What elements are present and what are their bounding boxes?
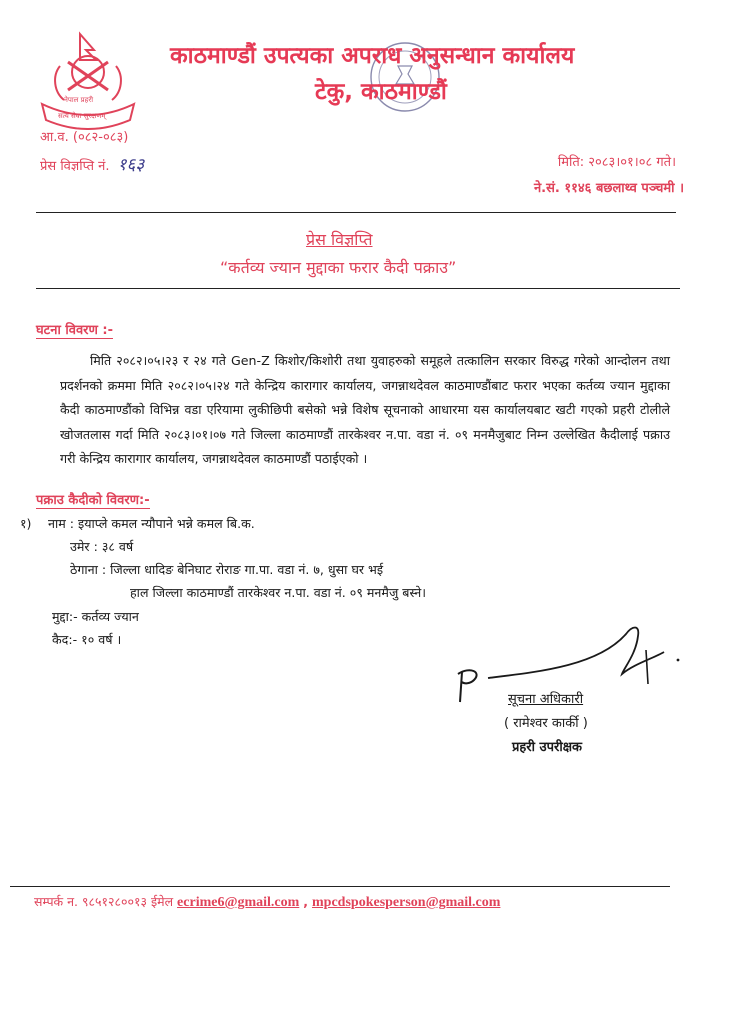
email-link-1[interactable]: ecrime6@gmail.com	[177, 895, 300, 910]
email-link-2[interactable]: mpcdspokesperson@gmail.com	[312, 895, 501, 910]
logo-text: नेपाल प्रहरी	[64, 96, 94, 104]
office-location: टेकु, काठमाण्डौं	[315, 79, 447, 105]
arrested-case: मुद्दा:- कर्तव्य ज्यान	[52, 609, 139, 624]
arrested-address-line2: हाल जिल्ला काठमाण्डौं तारकेश्वर न.पा. वडा नं. ०९ मनमैजु बस्ने।	[130, 585, 427, 600]
contact-prefix: सम्पर्क न. ९८५१२८००१३ ईमेल	[34, 894, 174, 909]
arrested-heading: पक्राउ कैदीको विवरण:-	[36, 490, 150, 509]
arrested-sentence: कैद:- १० वर्ष ।	[52, 632, 122, 647]
arrested-name: नाम : इयाप्ले कमल न्यौपाने भन्ने कमल बि.क.	[48, 516, 255, 531]
incident-heading: घटना विवरण :-	[36, 320, 113, 339]
fiscal-year: आ.व. (०८२-०८३)	[40, 130, 129, 145]
signature-rank: प्रहरी उपरीक्षक	[512, 740, 583, 755]
press-release-no: १६३	[117, 155, 145, 175]
nepal-sambat-date: ने.सं. ११४६ बछलाथ्व पञ्चमी ।	[533, 181, 684, 196]
signature-title: सूचना अधिकारी	[508, 692, 584, 707]
police-logo	[34, 30, 142, 130]
signature-name: ( रामेश्वर कार्की )	[504, 716, 588, 731]
footer-contact	[34, 893, 500, 911]
document-subject: “कर्तव्य ज्यान मुद्दाका फरार कैदी पक्राउ”	[220, 258, 457, 277]
arrested-age: उमेर : ३८ वर्ष	[70, 539, 134, 554]
divider-footer	[10, 886, 670, 887]
incident-body-text: मिति २०८२।०५।२३ र २४ गते Gen-Z किशोर/किशोरी तथा युवाहरुको समूहले तत्कालिन सरकार विरुद्ध गरेको आन्दोलन तथा प्रदर्शनको क्रममा मिति २०८२।०५।२४ गते केन्द्रिय कारागार कार्यालय, जगन्नाथदेवल काठमाण्डौंबाट फरार भएका कर्तव्य ज्यान मुद्दाका कैदी काठमाण्डौंको विभिन्न वडा एरियामा लुकीछिपी बसेको भन्ने विशेष सूचनाको आधारमा यस कार्यालयबाट खटी गएको प्रहरी टोलीले खोजतलास गर्दा मिति २०८३।०१।०७ गते जिल्ला काठमाण्डौं तारकेश्वर न.पा. वडा नं. ०९ मनमैजुबाट निम्न उल्लेखित कैदीलाई पक्राउ गरी केन्द्रिय कारागार कार्यालय, जगन्नाथदेवल काठमाण्डौं पठाईएको ।	[60, 353, 670, 466]
email-separator: ,	[303, 894, 309, 909]
arrested-address-line1: ठेगाना : जिल्ला धादिङ बेनिघाट रोराङ गा.पा. वडा नं. ७, धुसा घर भई	[70, 562, 384, 577]
document-heading: प्रेस विज्ञप्ति	[306, 230, 373, 249]
arrested-index: १)	[20, 516, 32, 531]
date: मिति: २०८३।०१।०८ गते।	[557, 155, 676, 170]
incident-body	[60, 349, 670, 472]
office-name: काठमाण्डौं उपत्यका अपराध अनुसन्धान कार्यालय	[170, 43, 575, 69]
press-release-no-label: प्रेस विज्ञप्ति नं.	[40, 159, 110, 174]
press-release-number-row	[40, 152, 144, 175]
divider-title	[36, 288, 680, 289]
divider-top	[36, 212, 676, 213]
logo-motto: सत्य सेवा सुरक्षणम्	[58, 112, 106, 120]
